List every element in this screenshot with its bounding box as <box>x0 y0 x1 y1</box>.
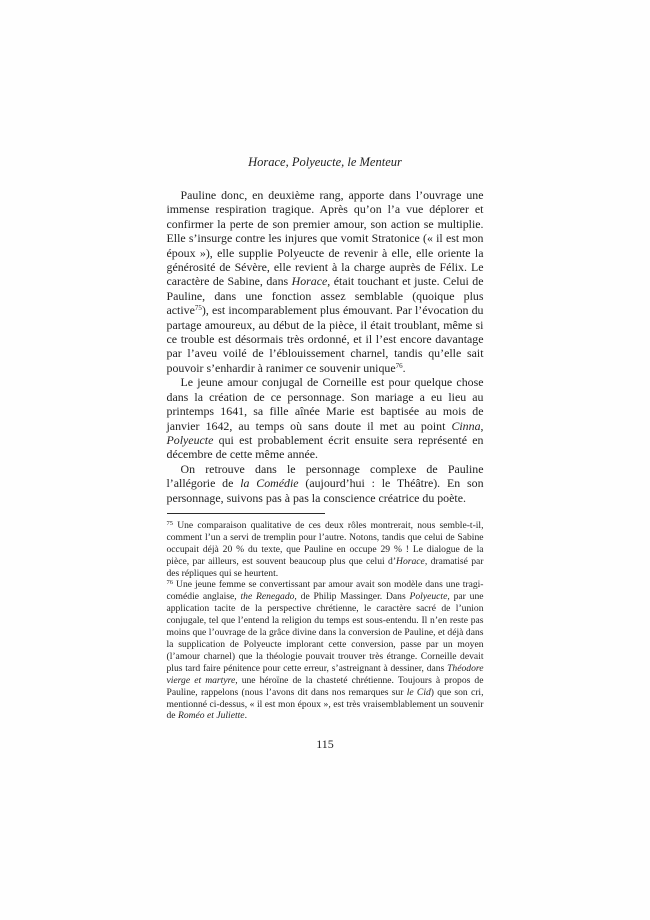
italic-title: Roméo et Juliette <box>177 710 245 722</box>
text-run: , de Philip Massinger. Dans <box>294 591 410 603</box>
italic-title: Théodore vierge et martyre <box>166 662 484 686</box>
paragraph <box>167 462 484 505</box>
footnote-reference: 76 <box>395 361 403 370</box>
text-run: , une héroïne de la chasteté chrétienne. Toujours à propos de Pauline, rappelons (nous l’avons dit dans nos remarques sur <box>166 674 484 698</box>
text-run: , par une application tacite de la perspective chrétienne, le caractère sacré de l’union conjugale, tel que l’entend la religion du temps est sous-entendu. Il n’en reste pas moins que l’ouvrage de la grâce divine dans la conversion de Pauline, et déjà dans la supplication de Polyeucte implorant cette conversion, passe par un moyen (l’amour charnel) que la théologie pouvait trouver très étrange. Corneille devait plus tard faire pénitence pour cette erreur, s’astreignant à dessiner, dans <box>166 591 484 674</box>
running-header: Horace, Polyeucte, le Menteur <box>248 155 402 169</box>
italic-title: le Cid <box>406 686 431 698</box>
text-run: Une jeune femme se convertissant par amour avait son modèle dans une tragi-comédie anglaise, <box>166 579 484 603</box>
text-run: Le jeune amour conjugal de Corneille est pour quelque chose dans la création de ce personnage. Son mariage a eu lieu au printemps 1641, sa fille aînée Marie est baptisée au mois de janvier 1642, au temps où sans doute il met au point <box>166 375 484 433</box>
text-run: On retrouve dans le personnage complexe de Pauline l’allégorie de <box>166 461 484 491</box>
footnote-marker: 76 <box>166 579 173 587</box>
text-run: Pauline donc, en deuxième rang, apporte dans l’ouvrage une immense respiration tragique. Après qu’on l’a vue déplorer et confirmer la perte de son premier amour, son action se multiplie. Elle s’insurge contre les injures que vomit Stratonice (« il est mon époux »), elle supplie Polyeucte de revenir à elle, elle oriente la générosité de Sévère, elle revient à la charge auprès de Félix. Le caractère de Sabine, dans <box>166 188 484 289</box>
text-run: , <box>480 418 484 433</box>
paragraph <box>167 375 484 461</box>
text-run: . <box>402 360 406 375</box>
text-run: ) que son cri, mentionné ci-dessus, « il est mon époux », est très vraisemblablement un souvenir de <box>166 686 484 722</box>
footnote <box>167 579 484 722</box>
italic-title: la Comédie <box>240 476 299 491</box>
text-run: , était touchant et juste. Celui de Pauline, dans une fonction assez semblable (quoique plus active <box>166 274 484 318</box>
text-column <box>167 0 484 751</box>
italic-title: Horace <box>291 274 328 289</box>
page-number: 115 <box>316 737 334 752</box>
italic-title: Cinna <box>451 418 481 433</box>
paragraph <box>167 188 484 375</box>
text-run: qui est probablement écrit ensuite sera représenté en décembre de cette même année. <box>166 432 484 462</box>
italic-title: Polyeucte <box>166 432 214 447</box>
text-run: , dramatisé par des répliques qui se heurtent. <box>166 555 484 579</box>
footnote-separator <box>167 513 325 514</box>
footnotes <box>167 520 484 722</box>
footnote-reference: 75 <box>194 304 202 313</box>
italic-title: Polyeucte <box>409 591 448 603</box>
italic-title: the Renegado <box>240 591 295 603</box>
text-run: ), est incomparablement plus émouvant. Par l’évocation du partage amoureux, au début de la pièce, il était troublant, même si ce trouble est désormais très ordonné, et il l’est encore davantage par l’aveu voilé de l’éblouissement charnel, tandis qu’elle sait pouvoir s’enhardir à ranimer ce souvenir unique <box>166 303 484 375</box>
footnote <box>167 520 484 580</box>
text-run: Une comparaison qualitative de ces deux rôles montrerait, nous semble-t-il, comment l’un a servi de tremplin pour l’autre. Notons, tandis que celui de Sabine occupait déjà 20 % du texte, que Pauline en occupe 29 % ! Le dialogue de la pièce, par ailleurs, est souvent beaucoup plus que celui d’ <box>166 519 484 567</box>
text-run: (aujourd’hui : le Théâtre). En son personnage, suivons pas à pas la conscience créatrice du poète. <box>166 476 484 505</box>
body-paragraphs <box>167 188 484 505</box>
footnote-marker: 75 <box>166 519 173 527</box>
italic-title: Horace <box>396 555 425 567</box>
text-run: . <box>244 710 247 722</box>
